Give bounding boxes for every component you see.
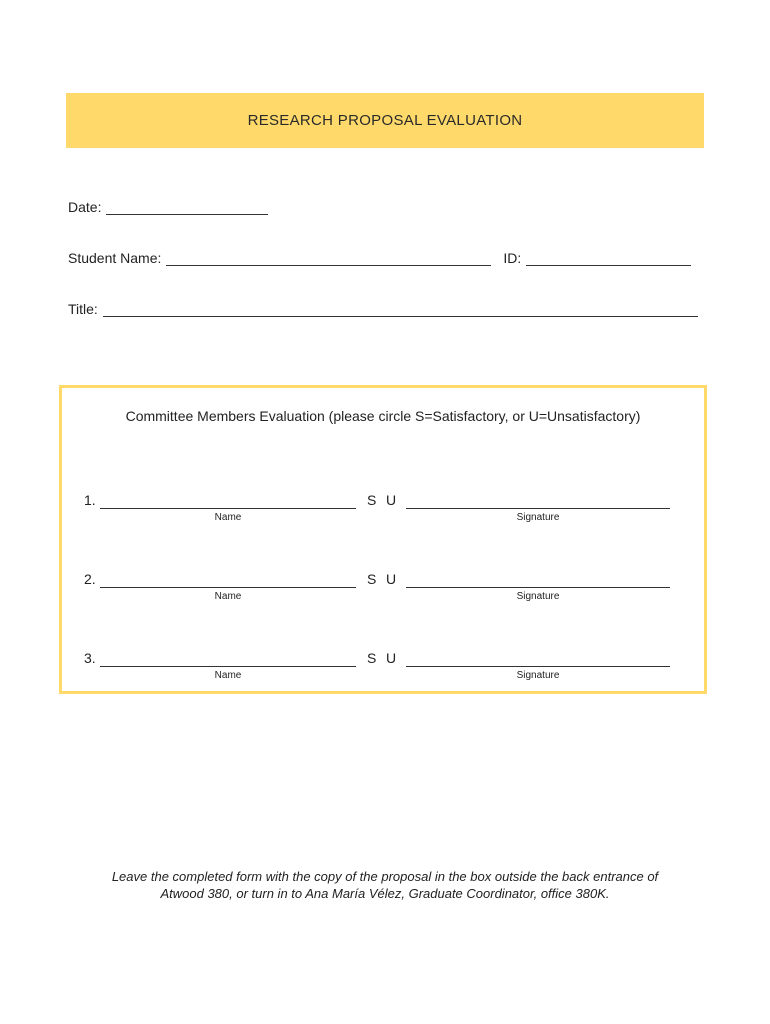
member-signature-line[interactable] (406, 587, 670, 588)
header-band (66, 93, 704, 148)
name-caption: Name (214, 591, 242, 602)
committee-member-row (84, 492, 674, 522)
signature-caption: Signature (516, 670, 560, 681)
instructions-line-1: Leave the completed form with the copy of the proposal in the box outside the back entrance of (111, 869, 659, 884)
member-name-line[interactable] (100, 508, 356, 509)
member-signature-line[interactable] (406, 508, 670, 509)
unsatisfactory-option[interactable]: U (386, 571, 397, 587)
date-field (68, 199, 268, 215)
student-name-input-line[interactable] (166, 251, 491, 266)
committee-title: Committee Members Evaluation (please circle S=Satisfactory, or U=Unsatisfactory) (125, 408, 641, 424)
satisfactory-option[interactable]: S (367, 492, 377, 508)
name-caption: Name (214, 512, 242, 523)
committee-evaluation-box (59, 385, 707, 694)
member-number: 1. (84, 492, 96, 508)
committee-member-row (84, 650, 674, 680)
id-label: ID: (503, 250, 522, 266)
satisfactory-option[interactable]: S (367, 571, 377, 587)
member-name-line[interactable] (100, 666, 356, 667)
student-name-label: Student Name: (68, 250, 162, 266)
member-name-line[interactable] (100, 587, 356, 588)
signature-caption: Signature (516, 591, 560, 602)
member-signature-line[interactable] (406, 666, 670, 667)
date-label: Date: (68, 199, 102, 215)
unsatisfactory-option[interactable]: U (386, 650, 397, 666)
id-input-line[interactable] (526, 251, 691, 266)
satisfactory-option[interactable]: S (367, 650, 377, 666)
member-number: 2. (84, 571, 96, 587)
title-input-line[interactable] (103, 302, 698, 317)
submission-instructions (60, 868, 710, 902)
committee-member-row (84, 571, 674, 601)
title-label: Title: (68, 301, 98, 317)
student-name-field (68, 250, 691, 266)
instructions-line-2: Atwood 380, or turn in to Ana María Vélez, Graduate Coordinator, office 380K. (160, 886, 610, 901)
signature-caption: Signature (516, 512, 560, 523)
member-number: 3. (84, 650, 96, 666)
page-title: RESEARCH PROPOSAL EVALUATION (247, 112, 523, 129)
date-input-line[interactable] (106, 200, 268, 215)
unsatisfactory-option[interactable]: U (386, 492, 397, 508)
name-caption: Name (214, 670, 242, 681)
title-field (68, 301, 698, 317)
